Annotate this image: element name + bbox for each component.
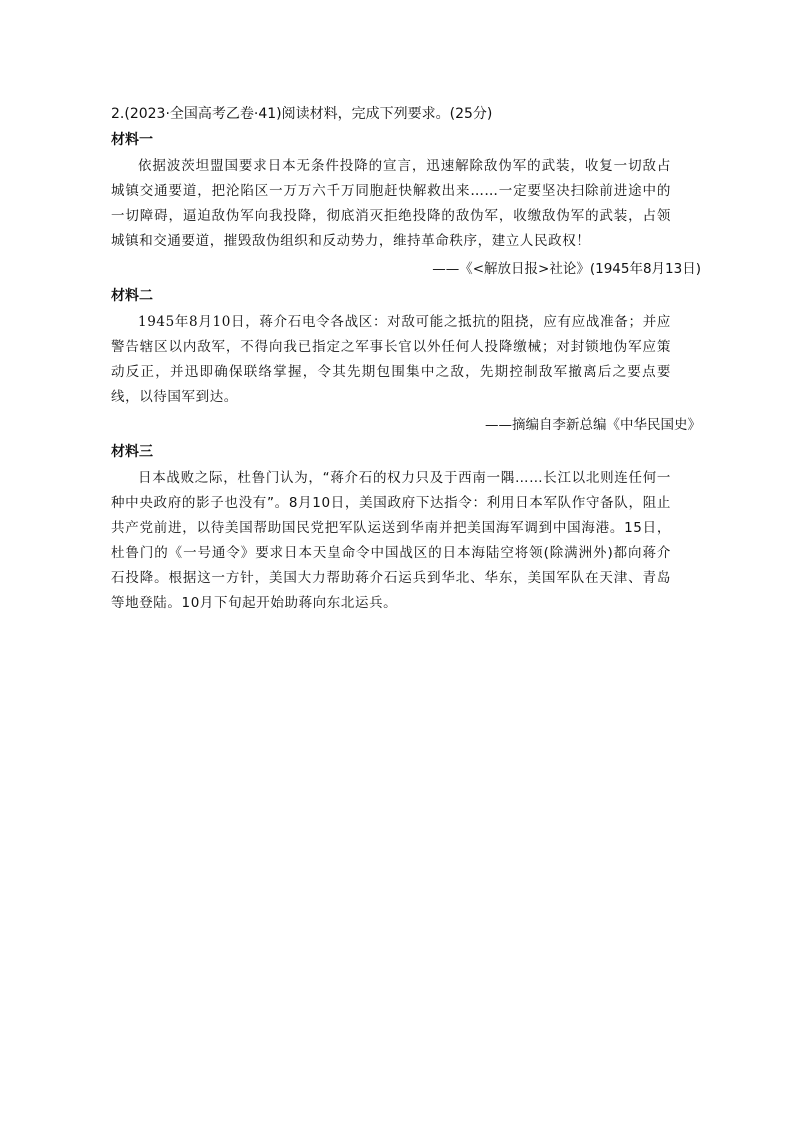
material-two-source: ——摘编自李新总编《中华民国史》 (485, 417, 701, 433)
material-three-heading: 材料三 (111, 444, 153, 460)
material-one (111, 130, 701, 280)
material-one-source: ——《<解放日报>社论》(1945年8月13日) (432, 261, 701, 277)
document-page (111, 104, 701, 616)
material-three-text: 日本战败之际，杜鲁门认为，“蒋介石的权力只及于西南一隅……长江以北则连任何一种中央政府的影子也没有”。8月10日，美国政府下达指令：利用日本军队作守备队，阻止共产党前进，以待美国帮助国民党把军队运送到华南并把美国海军调到中国海港。15日，杜鲁门的《一号通令》要求日本天皇命令中国战区的日本海陆空将领(除满洲外)都向蒋介石投降。根据这一方针，美国大力帮助蒋介石运兵到华北、华东，美国军队在天津、青岛等地登陆。10月下旬起开始助蒋向东北运兵。 (111, 470, 671, 611)
material-three (111, 442, 701, 616)
material-two-text: 1945年8月10日，蒋介石电令各战区：对敌可能之抵抗的阻挠，应有应战准备；并应警告辖区以内敌军，不得向我已指定之军事长官以外任何人投降缴械；对封锁地伪军应策动反正，并迅即确保联络掌握，令其先期包围集中之敌，先期控制敌军撤离后之要点要线，以待国军到达。 (111, 314, 671, 405)
question-title: 2.(2023·全国高考乙卷·41)阅读材料，完成下列要求。(25分) (111, 106, 493, 122)
material-one-text: 依据波茨坦盟国要求日本无条件投降的宣言，迅速解除敌伪军的武装，收复一切敌占城镇交通要道，把沦陷区一万万六千万同胞赶快解救出来……一定要坚决扫除前进途中的一切障碍，逼迫敌伪军向我投降，彻底消灭拒绝投降的敌伪军，收缴敌伪军的武装，占领城镇和交通要道，摧毁敌伪组织和反动势力，维持革命秩序，建立人民政权！ (111, 158, 671, 249)
material-two-heading: 材料二 (111, 288, 153, 304)
material-one-heading: 材料一 (111, 132, 153, 148)
material-two (111, 286, 701, 436)
